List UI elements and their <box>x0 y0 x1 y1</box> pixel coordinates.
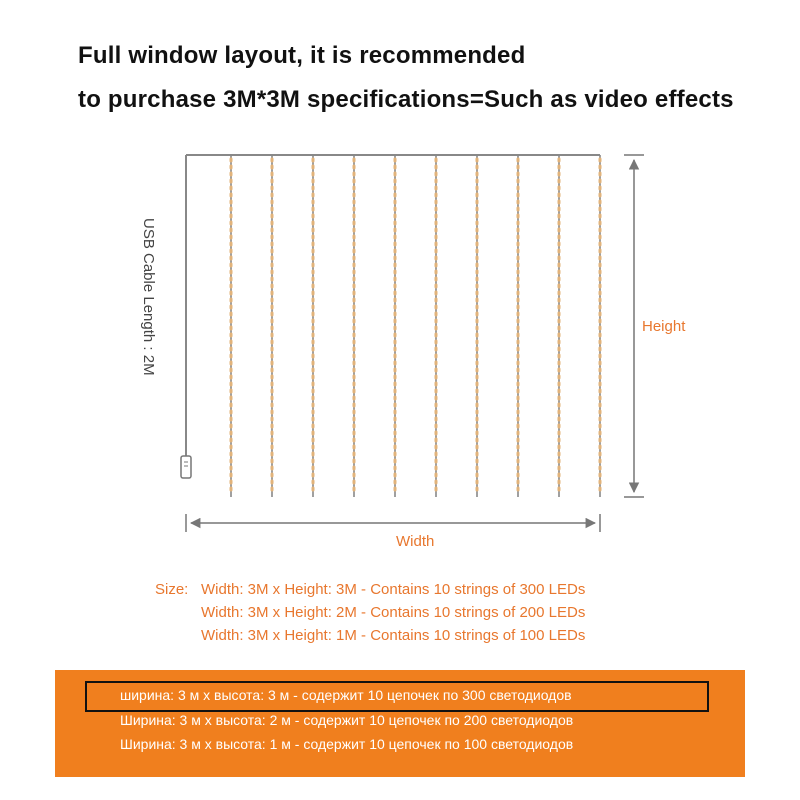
usb-cable-length-label: USB Cable Length : 2M <box>140 218 157 376</box>
russian-spec-line: Ширина: 3 м х высота: 1 м - содержит 10 цепочек по 100 светодиодов <box>120 736 574 752</box>
spec-line: Width: 3M x Height: 3M - Contains 10 strings of 300 LEDs <box>201 581 586 598</box>
headline-line-2: to purchase 3M*3M specifications=Such as video effects <box>78 86 734 113</box>
height-label: Height <box>642 318 686 335</box>
spec-line: Width: 3M x Height: 2M - Contains 10 strings of 200 LEDs <box>201 604 586 621</box>
russian-spec-line: ширина: 3 м х высота: 3 м - содержит 10 цепочек по 300 светодиодов <box>120 687 572 703</box>
usb-plug-icon <box>181 456 191 478</box>
spec-line: Width: 3M x Height: 1M - Contains 10 strings of 100 LEDs <box>201 627 586 644</box>
led-strings <box>231 155 600 497</box>
headline-line-1: Full window layout, it is recommended <box>78 42 526 69</box>
russian-spec-line: Ширина: 3 м х высота: 2 м - содержит 10 цепочек по 200 светодиодов <box>120 712 574 728</box>
size-prefix: Size: <box>155 581 189 598</box>
russian-spec-band <box>55 670 745 777</box>
width-label: Width <box>396 533 435 550</box>
